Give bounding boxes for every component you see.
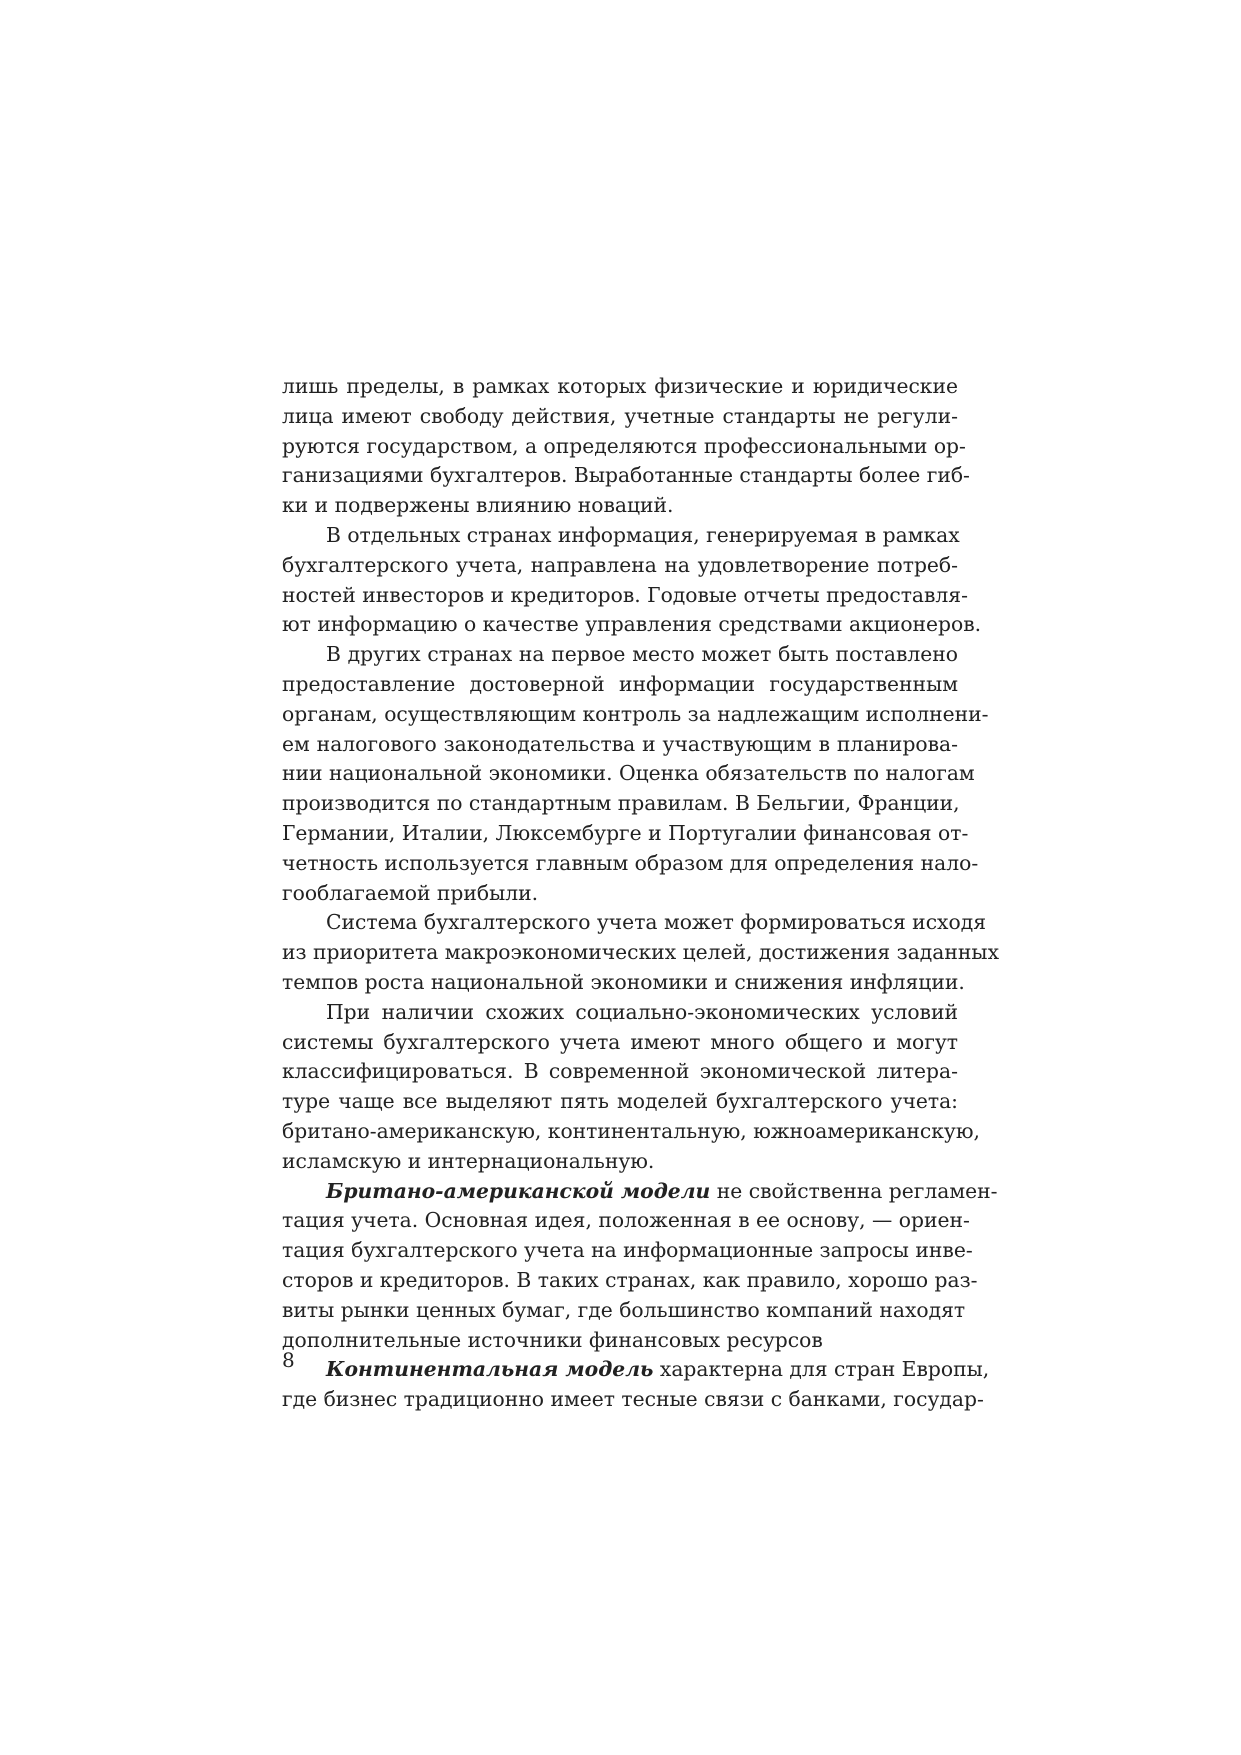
text-line: предоставление достоверной информации государственным xyxy=(282,671,958,696)
text-line: лишь пределы, в рамках которых физические и юридические xyxy=(282,374,958,398)
text-line: дополнительные источники финансовых ресурсов xyxy=(282,1327,823,1352)
text-line: При наличии схожих социально-экономических условий xyxy=(326,999,958,1024)
text-line: лица имеют свободу действия, учетные стандарты не регули- xyxy=(282,403,958,428)
text-line: исламскую и интернациональную. xyxy=(282,1148,655,1173)
text-line: гооблагаемой прибыли. xyxy=(282,880,539,905)
emphasized-term: Британо-американской модели xyxy=(326,1178,711,1203)
text-line: производится по стандартным правилам. В Бельгии, Франции, xyxy=(282,791,960,816)
text-line: четность используется главным образом для определения нало- xyxy=(282,850,979,875)
paragraph-4 xyxy=(282,908,1000,997)
text-line: бухгалтерского учета, направлена на удовлетворение потреб- xyxy=(282,552,958,577)
paragraph-1 xyxy=(282,372,970,521)
text-line: системы бухгалтерского учета имеют много общего и могут xyxy=(282,1029,958,1054)
page-number: 8 xyxy=(282,1348,295,1372)
text-line: ем налогового законодательства и участвующим в планирова- xyxy=(282,731,958,756)
paragraph-7 xyxy=(282,1355,990,1415)
paragraph-2 xyxy=(282,521,982,640)
text-line xyxy=(282,1177,998,1207)
text-line: сторов и кредиторов. В таких странах, как правило, хорошо раз- xyxy=(282,1267,978,1292)
text-line: где бизнес традиционно имеет тесные связи с банками, государ- xyxy=(282,1387,984,1412)
text-line: британо-американскую, континентальную, южноамериканскую, xyxy=(282,1118,980,1143)
body-text xyxy=(282,372,1000,1415)
text-line: ностей инвесторов и кредиторов. Годовые отчеты предоставля- xyxy=(282,582,968,607)
text-line: ки и подвержены влиянию новаций. xyxy=(282,493,674,518)
paragraph-5 xyxy=(282,998,980,1177)
emphasized-term: Континентальная модель xyxy=(326,1357,654,1382)
text-line: органам, осуществляющим контроль за надлежащим исполнени- xyxy=(282,701,989,726)
text-line: тация учета. Основная идея, положенная в ее основу, — ориен- xyxy=(282,1208,970,1233)
text-line: В отдельных странах информация, генерируемая в рамках xyxy=(326,522,960,547)
text-line: Германии, Италии, Люксембурге и Португалии финансовая от- xyxy=(282,820,969,845)
text-line: классифицироваться. В современной экономической литера- xyxy=(282,1059,958,1084)
text-line: виты рынки ценных бумаг, где большинство компаний находят xyxy=(282,1297,966,1322)
paragraph-3 xyxy=(282,640,989,908)
text-line: руются государством, а определяются профессиональными ор- xyxy=(282,433,966,458)
paragraph-6 xyxy=(282,1177,998,1356)
text-line: ют информацию о качестве управления средствами акционеров. xyxy=(282,612,982,637)
text-line-rest: характерна для стран Европы, xyxy=(653,1357,990,1382)
text-line: тация бухгалтерского учета на информационные запросы инве- xyxy=(282,1238,973,1263)
text-line: ганизациями бухгалтеров. Выработанные стандарты более гиб- xyxy=(282,463,970,488)
text-line: темпов роста национальной экономики и снижения инфляции. xyxy=(282,969,965,994)
text-line: нии национальной экономики. Оценка обязательств по налогам xyxy=(282,761,975,786)
text-line: В других странах на первое место может быть поставлено xyxy=(326,642,958,667)
text-line-rest: не свойственна регламен- xyxy=(710,1178,998,1203)
text-line: Система бухгалтерского учета может формироваться исходя xyxy=(326,910,986,935)
text-line xyxy=(282,1355,990,1385)
text-line: туре чаще все выделяют пять моделей бухгалтерского учета: xyxy=(282,1089,958,1114)
text-line: из приоритета макроэкономических целей, достижения заданных xyxy=(282,940,1000,965)
